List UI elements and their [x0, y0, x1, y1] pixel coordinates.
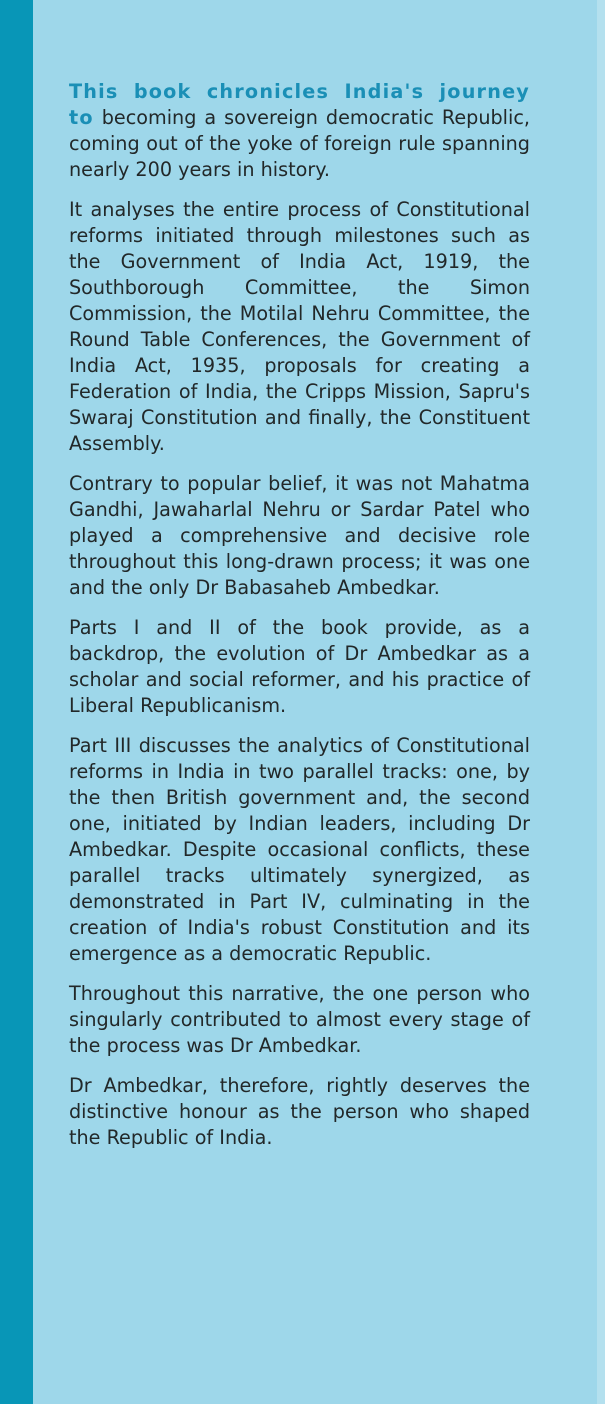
cover-right-edge: [597, 0, 605, 1404]
blurb-paragraph-intro: [69, 79, 530, 183]
blurb-lead-phrase: This book chronicles India's journey to: [69, 80, 530, 129]
blurb-intro-rest: becoming a sovereign democratic Republic, coming out of the yoke of foreign rule spanning nearly 200 years in history.: [69, 106, 530, 181]
blurb-paragraph: It analyses the entire process of Constitutional reforms initiated through milestones such as the Government of India Act, 1919, the Southborough Committee, the Simon Commission, the Motilal Nehru Committee, the Round Table Conferences, the Government of India Act, 1935, proposals for creating a Federation of India, the Cripps Mission, Sapru's Swaraj Constitution and finally, the Constituent Assembly.: [69, 198, 530, 455]
cover-spine-strip: [0, 0, 33, 1404]
blurb-paragraph: Part III discusses the analytics of Constitutional reforms in India in two parallel tracks: one, by the then British government and, the second one, initiated by Indian leaders, including Dr Ambedkar. Despite occasional conflicts, these parallel tracks ultimately synergized, as demonstrated in Part IV, culminating in the creation of India's robust Constitution and its emergence as a democratic Republic.: [69, 734, 530, 965]
blurb-text: [69, 79, 530, 1165]
blurb-paragraph: Dr Ambedkar, therefore, rightly deserves the distinctive honour as the person who shaped the Republic of India.: [69, 1074, 530, 1149]
blurb-paragraph: Contrary to popular belief, it was not Mahatma Gandhi, Jawaharlal Nehru or Sardar Patel who played a comprehensive and decisive role throughout this long-drawn process; it was one and the only Dr Babasaheb Ambedkar.: [69, 472, 530, 599]
blurb-paragraph: Parts I and II of the book provide, as a backdrop, the evolution of Dr Ambedkar as a scholar and social reformer, and his practice of Liberal Republicanism.: [69, 616, 530, 717]
blurb-paragraph: Throughout this narrative, the one person who singularly contributed to almost every stage of the process was Dr Ambedkar.: [69, 982, 530, 1057]
